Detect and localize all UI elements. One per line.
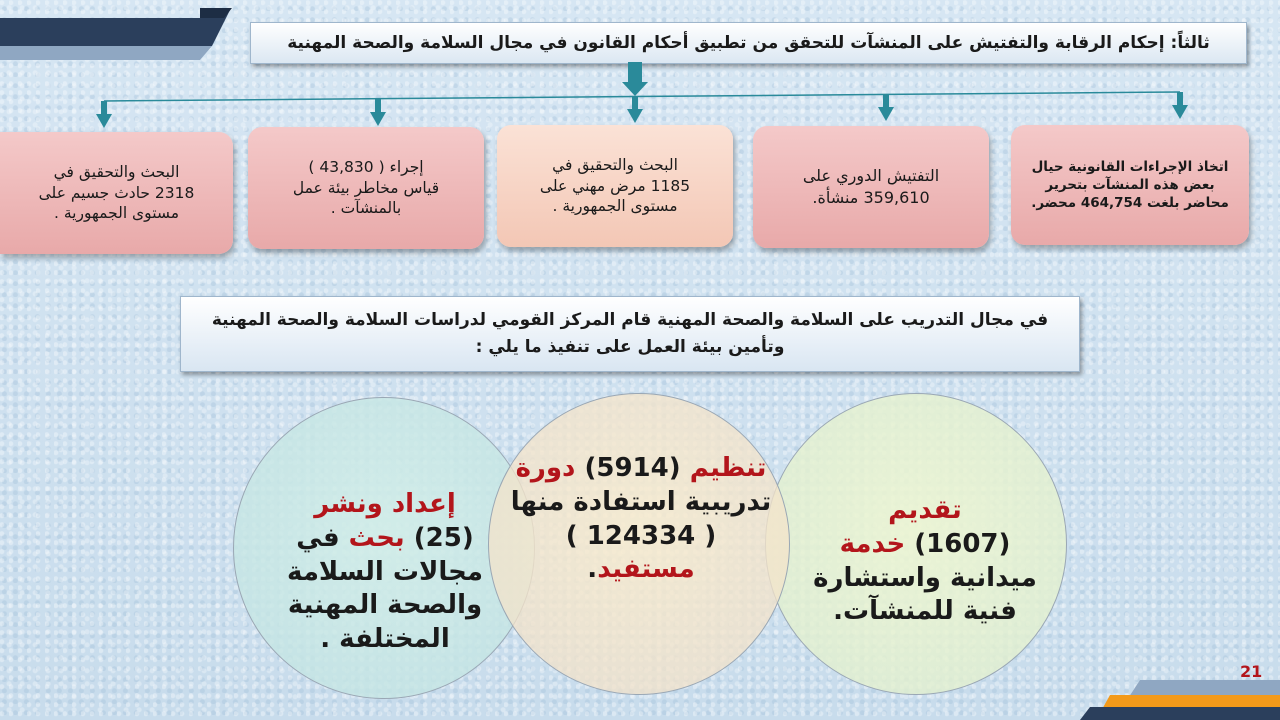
serious-accident-box [0, 132, 233, 254]
section-title-text: ثالثاً: إحكام الرقابة والتفتيش على المنشآت للتحقق من تطبيق أحكام القانون في مجال السلامة والصحة المهنية [287, 33, 1210, 53]
training-heading-text: في مجال التدريب على السلامة والصحة المهنية قام المركز القومي لدراسات السلامة والصحة المهنية وتأمين بيئة العمل على تنفيذ ما يلي : [211, 309, 1049, 357]
training-line1 [500, 452, 782, 486]
research-circle-text [250, 488, 520, 657]
legal-action-text: اتخاذ الإجراءات القانونية حيال بعض هذه المنشآت بتحرير محاضر بلغت 464,754 محضر. [1031, 158, 1229, 212]
beneficiary-word: مستفيد [597, 554, 695, 585]
research-count: (25) [413, 522, 474, 553]
page-number: 21 [1240, 662, 1263, 681]
occupational-disease-box [497, 125, 733, 247]
training-count: (5914) [584, 453, 681, 483]
serious-accident-text: البحث والتحقيق في 2318 حادث جسيم على مستوى الجمهورية . [38, 162, 195, 223]
training-dot: . [587, 554, 598, 585]
services-line2 [790, 528, 1060, 562]
research-line5: المختلفة . [320, 624, 450, 655]
legal-action-box [1011, 125, 1249, 245]
services-count: (1607) [914, 528, 1011, 559]
services-line3: ميدانية واستشارة [813, 562, 1037, 593]
periodic-inspection-box [753, 126, 989, 248]
research-line4: والصحة المهنية [287, 590, 483, 621]
bottom-right-banner-decoration [1080, 675, 1280, 720]
risk-measurement-box [248, 127, 484, 249]
research-line1: إعداد ونشر [314, 489, 456, 519]
training-line2: تدريبية استفادة منها [510, 486, 772, 517]
research-line2 [250, 522, 520, 556]
connector-arrows [0, 0, 1280, 140]
services-word: خدمة [839, 528, 906, 559]
services-circle-text [790, 494, 1060, 629]
research-line3: مجالات السلامة [287, 556, 483, 587]
risk-measurement-text: إجراء ( 43,830 ) قياس مخاطر بيئة عمل بالمنشآت . [292, 157, 440, 218]
research-prep: في [296, 522, 340, 553]
training-heading [180, 296, 1080, 372]
periodic-inspection-text: التفتيش الدوري على 359,610 منشأة. [802, 166, 940, 207]
training-word1: تنظيم [689, 453, 767, 483]
occupational-disease-text: البحث والتحقيق في 1185 مرض مهني على مستوى الجمهورية . [539, 155, 691, 216]
research-word: بحث [348, 522, 405, 553]
training-word2: دورة [515, 453, 576, 483]
services-line1: تقديم [888, 495, 962, 525]
training-circle-text [500, 452, 782, 587]
services-line4: فنية للمنشآت. [833, 596, 1017, 627]
training-line4 [500, 553, 782, 587]
training-line3: ( 124334 ) [565, 520, 717, 551]
